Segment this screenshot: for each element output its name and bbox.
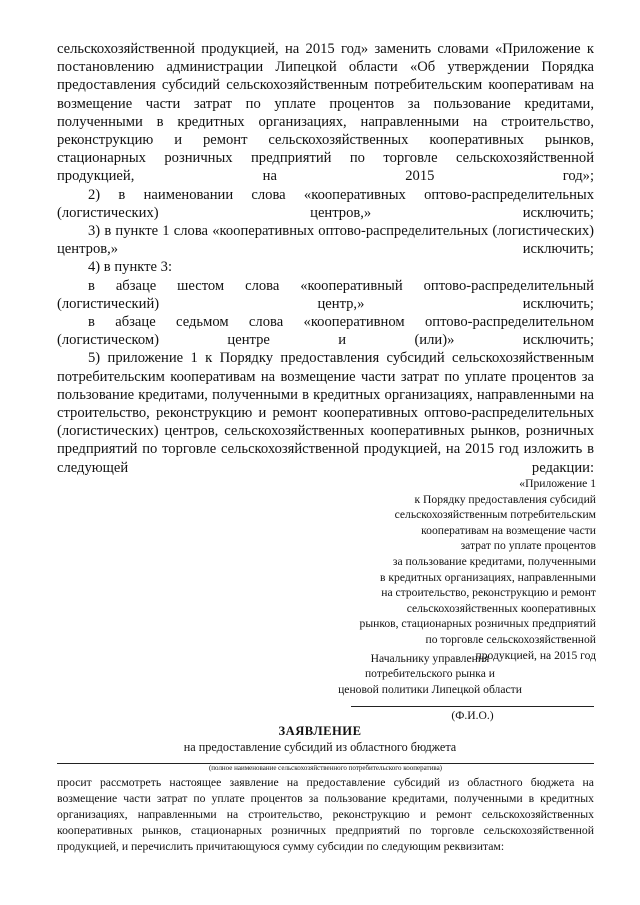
appendix-line: продукцией, на 2015 год	[475, 648, 596, 662]
amendment-text	[57, 40, 594, 477]
paragraph-item-4-abzac-6: в абзаце шестом слова «кооперативный оптово-распределительный (логистический) центр,» исключить;	[57, 277, 594, 312]
appendix-line: к Порядку предоставления субсидий	[414, 492, 596, 506]
appendix-line: рынков, стационарных розничных предприятий	[359, 617, 596, 631]
appendix-header	[300, 476, 596, 663]
appendix-line: в кредитных организациях, направленными	[380, 570, 596, 584]
addressee-line: Начальнику управления	[370, 652, 490, 665]
statement-body: просит рассмотреть настоящее заявление на предоставление субсидий из областного бюджета на возмещение части затрат по уплате процентов за пользование кредитами, полученными в кредитных организациях, направленными на строительство, реконструкцию и ремонт сельскохозяйственных кооперативных рынков, стационарных розничных предприятий по торговле сельскохозяйственной продукцией, и перечислить причитающуюся сумму субсидии по следующим реквизитам:	[57, 776, 594, 853]
paragraph-item-4-abzac-7: в абзаце седьмом слова «кооперативном оптово-распределительном (логистическом) центре и (или)» исключить;	[57, 314, 594, 349]
paragraph-item-5: 5) приложение 1 к Порядку предоставления субсидий сельскохозяйственным потребительским кооперативам на возмещение части затрат по уплате процентов за пользование кредитами, полученными в кредитных организациях, направленными на строительство, реконструкцию и ремонт кооперативных оптово-распределительных (логистических) центров, сельскохозяйственных кооперативных рынков, розничных предприятий по торговле сельскохозяйственной продукцией, на 2015 год изложить в следующей редакции:	[57, 350, 594, 476]
appendix-line: сельскохозяйственным потребительским	[394, 508, 596, 522]
addressee-block	[300, 651, 560, 697]
addressee-line: потребительского рынка и	[364, 667, 496, 681]
appendix-line: сельскохозяйственных кооперативных	[406, 601, 596, 615]
statement-subtitle: на предоставление субсидий из областного бюджета	[183, 740, 457, 754]
statement-title: ЗАЯВЛЕНИЕ	[278, 724, 362, 738]
paragraph-item-3: 3) в пункте 1 слова «кооперативных оптово-распределительных (логистических) центров,» исключить;	[57, 223, 594, 258]
appendix-line: по торговле сельскохозяйственной	[425, 632, 596, 646]
appendix-line: кооперативам на возмещение части	[421, 523, 596, 537]
appendix-line: «Приложение 1	[519, 477, 596, 490]
organization-name-caption: (полное наименование сельскохозяйственного потребительского кооператива)	[208, 764, 443, 772]
appendix-line: затрат по уплате процентов	[460, 539, 596, 553]
fio-label: (Ф.И.О.)	[451, 709, 494, 722]
fio-signature-line	[351, 706, 594, 707]
appendix-line: на строительство, реконструкцию и ремонт	[381, 586, 596, 600]
paragraph-item-2: 2) в наименовании слова «кооперативных оптово-распределительных (логистических) центров,» исключить;	[57, 186, 594, 221]
paragraph-item-4: 4) в пункте 3:	[88, 259, 173, 276]
paragraph-continuation: сельскохозяйственной продукцией, на 2015 год» заменить словами «Приложение к постановлению администрации Липецкой области «Об утверждении Порядка предоставления субсидий сельскохозяйственным потребительским кооперативам на возмещение части затрат по уплате процентов за пользование кредитами, полученными в кредитных организациях, направленными на строительство, реконструкцию и ремонт сельскохозяйственных кооперативных рынков, стационарных розничных предприятий по торговле сельскохозяйственной продукцией, на 2015 год»;	[57, 41, 594, 185]
addressee-line: ценовой политики Липецкой области	[338, 682, 522, 696]
appendix-line: за пользование кредитами, полученными	[392, 554, 596, 568]
